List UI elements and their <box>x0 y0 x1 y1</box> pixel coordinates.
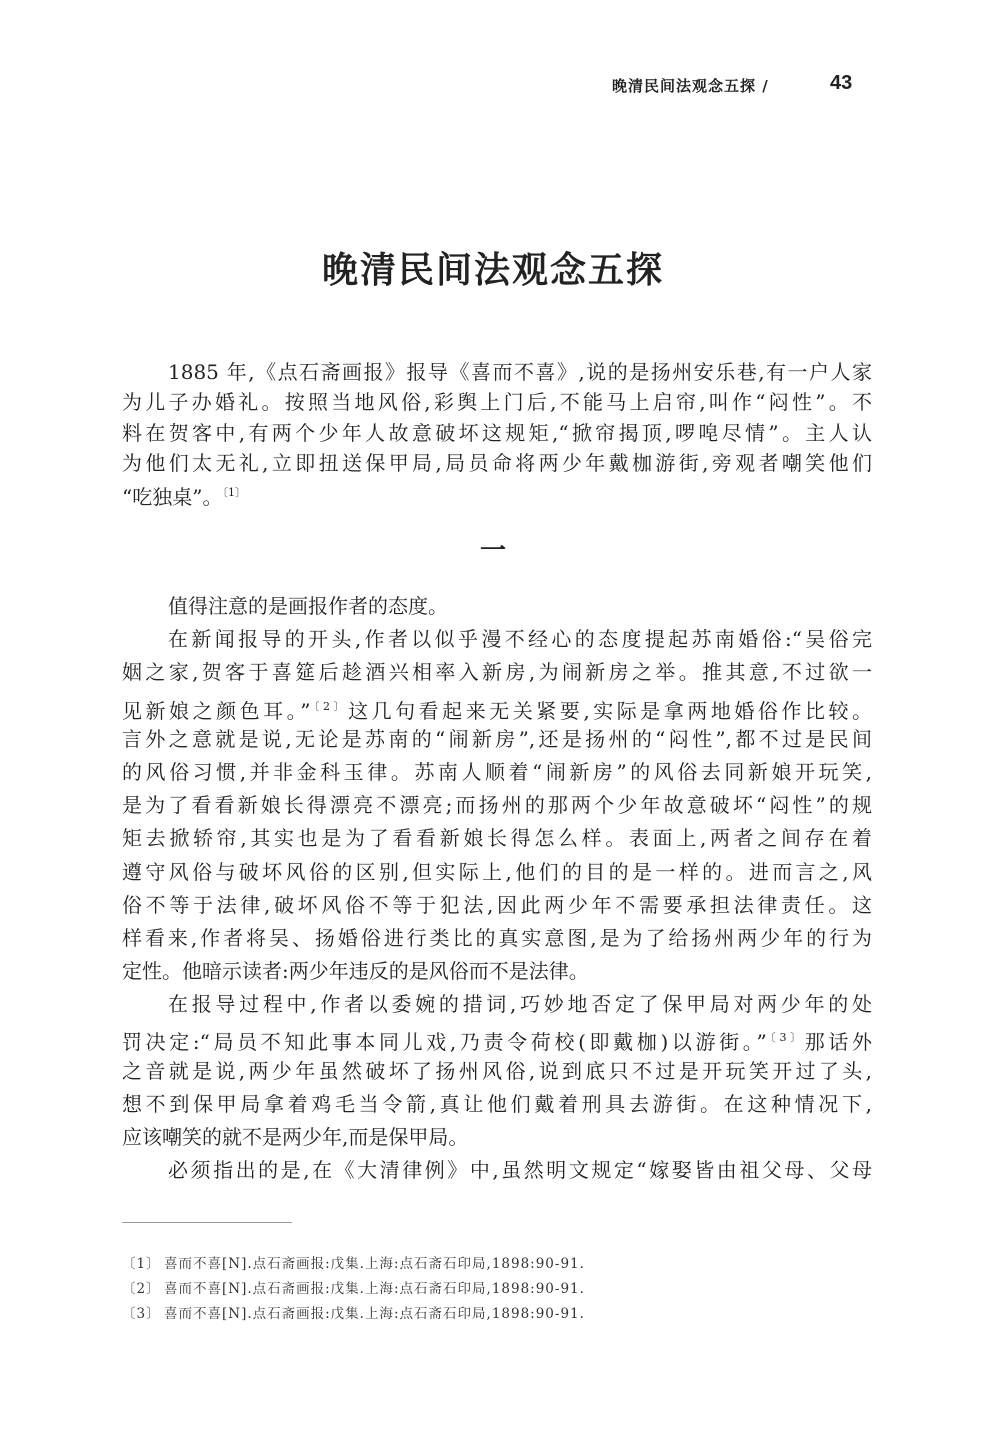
text-line <box>122 478 872 508</box>
line-text: 值得注意的是画报作者的态度。 <box>168 594 448 618</box>
text-line <box>122 690 872 723</box>
text-line <box>122 856 872 889</box>
footnote-item <box>122 1302 585 1327</box>
page-number: 43 <box>830 72 853 94</box>
footnote-item <box>122 1252 585 1277</box>
text-line <box>122 756 872 789</box>
line-text: 在新闻报导的开头,作者以似乎漫不经心的态度提起苏南婚俗:“吴俗完 <box>168 627 872 652</box>
text-line <box>122 955 872 988</box>
footnote-item <box>122 1277 585 1302</box>
line-text: 矩去掀轿帘,其实也是为了看看新娘长得怎么样。表面上,两者之间存在着 <box>122 826 872 851</box>
footnote-number: 〔1〕 <box>122 1256 161 1272</box>
line-text: 应该嘲笑的就不是两少年,而是保甲局。 <box>122 1125 469 1149</box>
line-text: 罚决定:“局员不知此事本同儿戏,乃责令荷校(即戴枷)以游街。” <box>122 1030 767 1055</box>
footnote-number: 〔3〕 <box>122 1306 161 1322</box>
text-line <box>122 1088 872 1121</box>
text-line <box>122 623 872 656</box>
text-line <box>122 1021 872 1054</box>
footnotes <box>122 1252 585 1327</box>
text-line <box>122 1121 872 1154</box>
line-text: 这几句看起来无关紧要,实际是拿两地婚俗作比较。 <box>348 698 873 723</box>
intro-paragraph <box>122 357 872 508</box>
footnote-divider <box>122 1222 292 1223</box>
footnote-text: 喜而不喜[N].点石斋画报:戊集.上海:点石斋石印局,1898:90-91. <box>164 1281 585 1297</box>
section-number: 一 <box>479 536 506 566</box>
line-text: 必须指出的是,在《大清律例》中,虽然明文规定“嫁娶皆由祖父母、父母 <box>168 1158 872 1183</box>
line-text: 定性。他暗示读者:两少年违反的是风俗而不是法律。 <box>122 959 589 984</box>
footnote-ref[interactable]: 〔2〕 <box>310 699 349 713</box>
text-line: 为儿子办婚礼。按照当地风俗,彩舆上门后,不能马上启帘,叫作“闷性”。不 <box>122 390 872 415</box>
text-line: 1885 年,《点石斋画报》报导《喜而不喜》,说的是扬州安乐巷,有一户人家 <box>168 360 872 384</box>
line-text: 是为了看看新娘长得漂亮不漂亮;而扬州的那两个少年故意破坏“闷性”的规 <box>122 793 872 818</box>
line-text: 那话外 <box>804 1030 873 1055</box>
footnote-ref[interactable]: 〔1〕 <box>222 486 246 500</box>
body-text <box>122 590 872 1187</box>
text-line <box>122 789 872 822</box>
line-text: “吃独桌”。 <box>122 485 223 510</box>
text-line <box>122 656 872 689</box>
text-line: 为他们太无礼,立即扭送保甲局,局员命将两少年戴枷游街,旁观者嘲笑他们 <box>122 450 872 475</box>
running-title: 晚清民间法观念五探 / <box>612 77 769 95</box>
line-text: 之音就是说,两少年虽然破坏了扬州风俗,说到底只不过是开玩笑开过了头, <box>122 1058 872 1083</box>
line-text: 想不到保甲局拿着鸡毛当令箭,真让他们戴着刑具去游街。在这种情况下, <box>122 1091 872 1116</box>
footnote-ref[interactable]: 〔3〕 <box>766 1031 805 1045</box>
line-text: 样看来,作者将吴、扬婚俗进行类比的真实意图,是为了给扬州两少年的行为 <box>122 925 872 950</box>
line-text: 的风俗习惯,并非金科玉律。苏南人顺着“闹新房”的风俗去同新娘开玩笑, <box>122 759 872 784</box>
text-line <box>122 723 872 756</box>
text-line <box>122 889 872 922</box>
text-line <box>122 988 872 1021</box>
footnote-text: 喜而不喜[N].点石斋画报:戊集.上海:点石斋石印局,1898:90-91. <box>164 1256 585 1272</box>
footnote-text: 喜而不喜[N].点石斋画报:戊集.上海:点石斋石印局,1898:90-91. <box>164 1306 585 1322</box>
text-line <box>122 1154 872 1187</box>
line-text: 见新娘之颜色耳。” <box>122 698 311 723</box>
footnote-number: 〔2〕 <box>122 1281 161 1297</box>
line-text: 遵守风俗与破坏风俗的区别,但实际上,他们的目的是一样的。进而言之,风 <box>122 859 872 884</box>
line-text: 在报导过程中,作者以委婉的措词,巧妙地否定了保甲局对两少年的处 <box>168 992 872 1017</box>
line-text: 俗不等于法律,破坏风俗不等于犯法,因此两少年不需要承担法律责任。这 <box>122 892 872 917</box>
text-line <box>122 590 872 623</box>
line-text: 姻之家,贺客于喜筵后趁酒兴相率入新房,为闹新房之举。推其意,不过欲一 <box>122 660 872 685</box>
text-line <box>122 822 872 855</box>
article-title: 晚清民间法观念五探 <box>321 249 664 291</box>
text-line <box>122 1055 872 1088</box>
text-line <box>122 922 872 955</box>
page-header <box>600 72 860 98</box>
line-text: 言外之意就是说,无论是苏南的“闹新房”,还是扬州的“闷性”,都不过是民间 <box>122 726 872 751</box>
text-line: 料在贺客中,有两个少年人故意破坏这规矩,“掀帘揭顶,啰唣尽情”。主人认 <box>122 420 872 445</box>
